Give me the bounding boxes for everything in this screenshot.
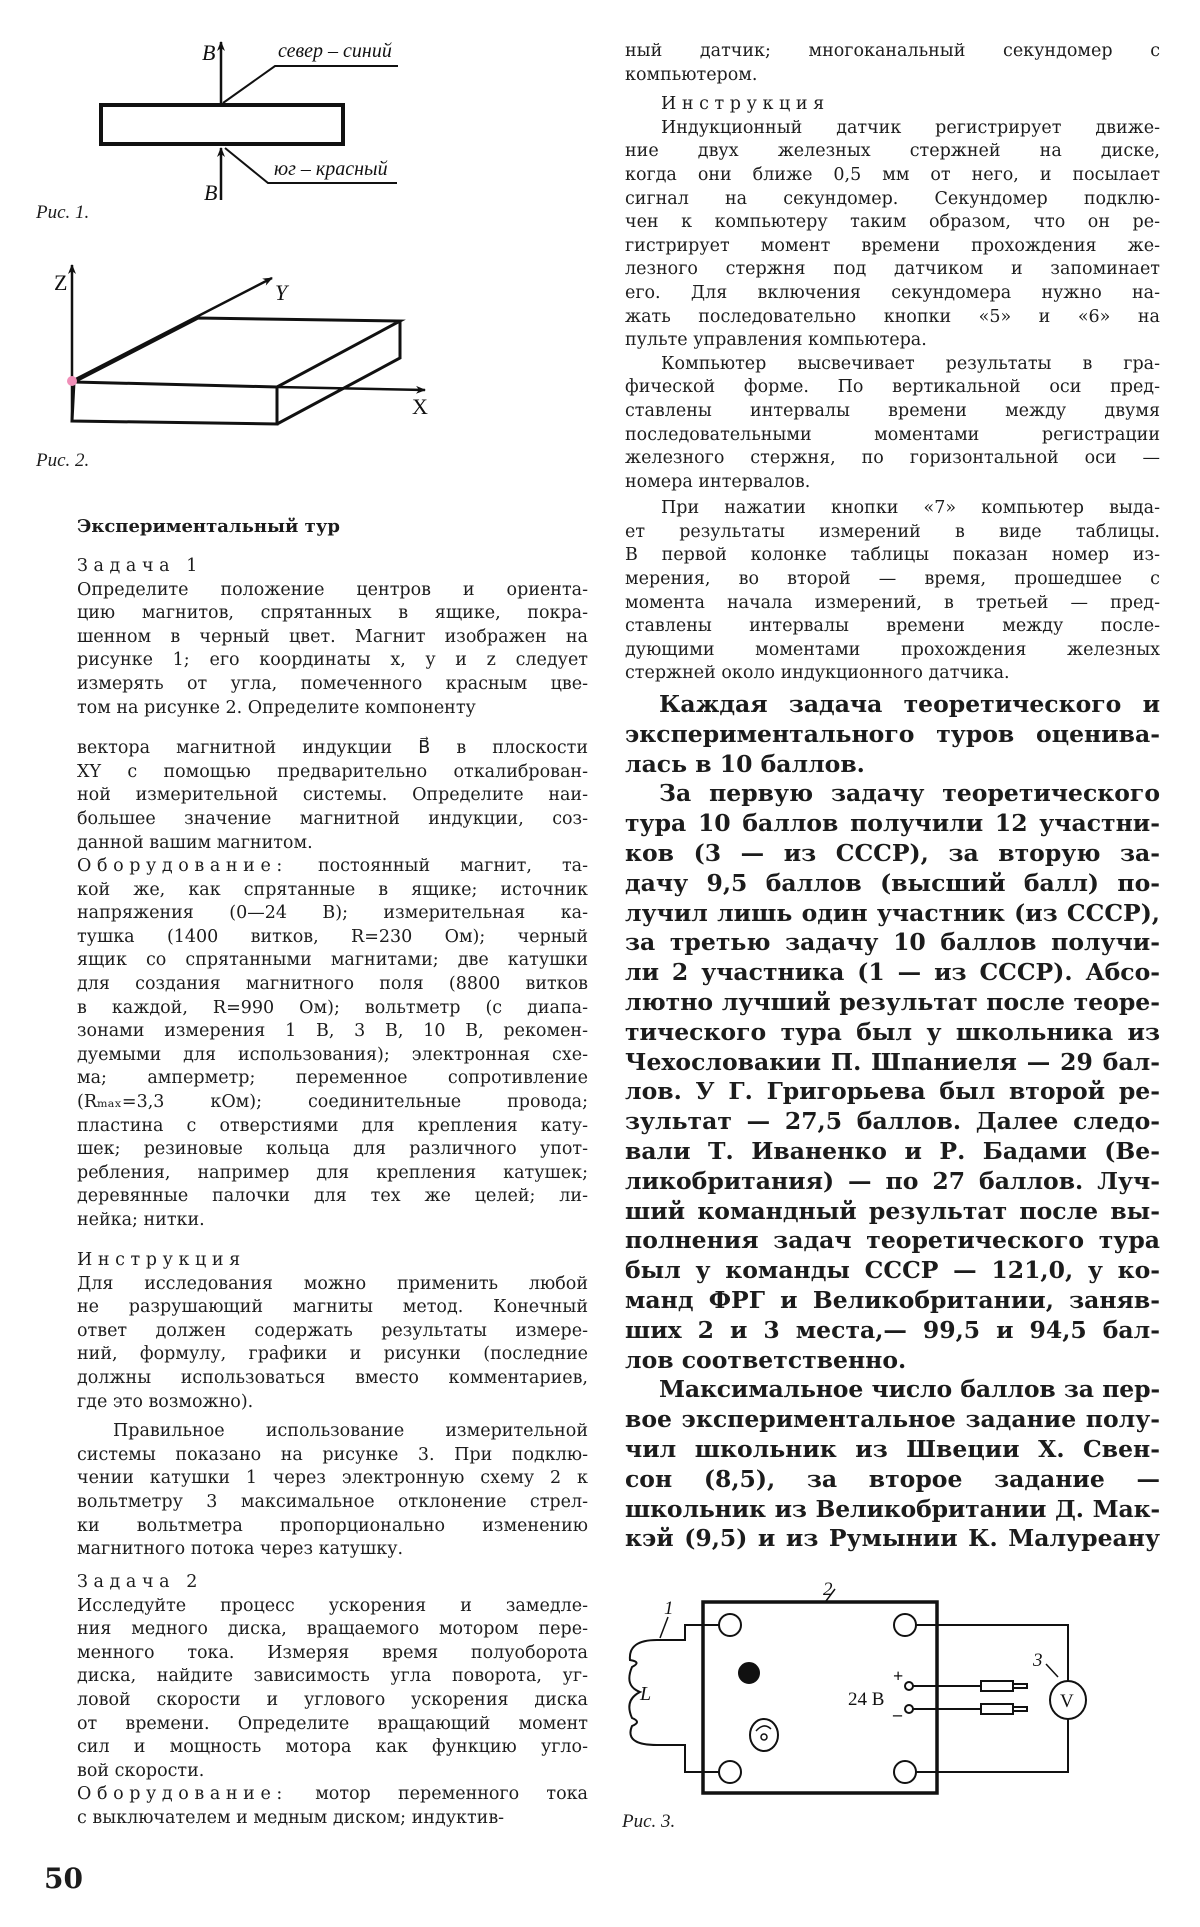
- text-line: ставлены интервалы времени между двумя: [625, 400, 1160, 421]
- text-line: том на рисунке 2. Определите компоненту: [77, 697, 476, 718]
- text-line: компьютером.: [625, 64, 758, 85]
- z-label: Z: [54, 270, 68, 295]
- task1-text-a: [77, 579, 588, 721]
- coil-label: L: [640, 1683, 652, 1705]
- text-line: ставлены интервалы времени между после-: [625, 616, 1160, 637]
- coil-wire-bottom: [657, 1745, 719, 1772]
- figure-1-caption: Рис. 1.: [36, 202, 90, 223]
- instruction-text: [77, 1273, 588, 1415]
- box-front-face: [72, 382, 277, 424]
- text-line: мерения, во второй — время, прошедшее с: [625, 569, 1160, 590]
- text-line: где это возможно).: [77, 1391, 254, 1412]
- voltmeter-wire-top: [916, 1625, 1068, 1681]
- task2-text: [77, 1595, 588, 1784]
- coil-wire-top: [657, 1625, 719, 1640]
- text-line: фической форме. По вертикальной оси пред-: [625, 377, 1160, 398]
- text-line: ящик со спрятанными магнитами; две катушки: [77, 950, 588, 971]
- equipment-label: Оборудование:: [77, 1784, 288, 1805]
- text-line: ний, формулу, графики и рисунки (последние: [77, 1344, 588, 1365]
- page-number: 50: [44, 1862, 83, 1895]
- text-line: для создания магнитного поля (8800 витков: [77, 974, 588, 995]
- text-line: вой скорости.: [77, 1760, 205, 1781]
- text-line: ответ должен содержать результаты измере-: [77, 1320, 588, 1341]
- plug-minus: [981, 1704, 1013, 1714]
- text-line: Определите положение центров и ориента-: [77, 579, 588, 600]
- text-line: цию магнитов, спрятанных в ящике, покра-: [77, 603, 588, 624]
- text-line: лов. У Г. Григорьева был второй ре-: [625, 1077, 1160, 1106]
- text-line: лезного стержня под датчиком и запоминает: [625, 259, 1160, 280]
- magnet-bar: [101, 105, 343, 144]
- text-line: лов соответственно.: [625, 1345, 907, 1374]
- text-line: манд ФРГ и Великобритании, заняв-: [625, 1285, 1160, 1314]
- text-line: лась в 10 баллов.: [625, 749, 865, 778]
- text-line: (Rₘₐₓ=3,3 кОм); соединительные провода;: [77, 1092, 588, 1113]
- text-line: ма; амперметр; переменное сопротивление: [77, 1068, 588, 1089]
- text-line: чил школьник из Швеции Х. Свен-: [625, 1434, 1160, 1463]
- figure-2-box: [54, 265, 428, 424]
- text-line: в каждой, R=990 Ом); вольтметр (с диапа-: [77, 997, 588, 1018]
- text-line: ков (3 — из СССР), за вторую за-: [625, 838, 1160, 867]
- text-line: экспериментального туров оценива-: [625, 719, 1160, 748]
- text-line: лучил лишь один участник (из СССР),: [625, 898, 1160, 927]
- label-1: 1: [664, 1598, 674, 1619]
- text-line: гистрирует момент времени прохождения же-: [625, 235, 1160, 256]
- equipment-continuation: [625, 40, 1160, 87]
- text-line: дачу 9,5 баллов (высший балл) по-: [625, 868, 1160, 897]
- text-line: тура 10 баллов получили 12 участни-: [625, 809, 1160, 838]
- left-column-instruction: [77, 1249, 588, 1562]
- text-line: Индукционный датчик регистрирует движе-: [661, 117, 1160, 138]
- text-line: ной измерительной системы. Определите наи-: [77, 785, 588, 806]
- south-label: юг – красный: [274, 158, 388, 180]
- max-score-paragraph: [625, 1375, 1160, 1554]
- text-line: тушка (1400 витков, R=230 Ом); черный: [77, 926, 588, 947]
- text-line: диска, найдите зависимость угла поворота, уг-: [77, 1666, 588, 1687]
- text-line: вали Т. Иваненко и Р. Бадами (Ве-: [625, 1136, 1160, 1165]
- box-top-face: [74, 318, 400, 387]
- minus-terminal: [905, 1705, 913, 1713]
- usage-text: [77, 1420, 588, 1562]
- text-line: зультат — 27,5 баллов. Далее следо-: [625, 1107, 1160, 1136]
- text-line: момента начала измерений, в третьей — пред-: [625, 592, 1160, 613]
- text-line: Чехословакии П. Шпаниеля — 29 бал-: [625, 1047, 1160, 1076]
- text-line: системы показано на рисунке 3. При подклю-: [77, 1444, 588, 1465]
- text-line: от времени. Определите вращающий момент: [77, 1713, 588, 1734]
- table-description: [625, 497, 1160, 686]
- figure-2-caption: Рис. 2.: [36, 450, 90, 471]
- equipment-label: Оборудование:: [77, 856, 288, 877]
- text-line: вое экспериментальное задание полу-: [625, 1405, 1160, 1434]
- terminal: [719, 1761, 741, 1783]
- box-right-face: [277, 321, 400, 424]
- text-line: лютно лучший результат после теоре-: [625, 987, 1160, 1016]
- scoring-paragraph: [625, 690, 1160, 779]
- text-line: стержней около индукционного датчика.: [625, 663, 1010, 684]
- text-line: Исследуйте процесс ускорения и замедле-: [77, 1595, 588, 1616]
- right-instruction-title: Инструкция: [661, 94, 830, 115]
- text-line: ребления, например для крепления катушек;: [77, 1162, 588, 1183]
- right-column-large: [625, 690, 1160, 1554]
- section-heading: Экспериментальный тур: [77, 516, 340, 537]
- text-line: Максимальное число баллов за пер-: [659, 1375, 1160, 1404]
- origin-marker: [67, 376, 77, 386]
- text-line: Компьютер высвечивает результаты в гра-: [661, 353, 1160, 374]
- pin-plus: [1013, 1684, 1027, 1688]
- text-line: напряжения (0—24 В); измерительная ка-: [77, 903, 588, 924]
- figure-3-caption: Рис. 3.: [622, 1811, 676, 1832]
- text-line: сил и мощность мотора как функцию угло-: [77, 1737, 588, 1758]
- task1-equipment: [77, 879, 588, 1233]
- text-line: За первую задачу теоретического: [659, 779, 1160, 808]
- text-line: В первой колонке таблицы показан номер из-: [625, 545, 1160, 566]
- b-label-top: B: [202, 40, 216, 65]
- left-column-task2: [77, 1571, 588, 1831]
- pin-minus: [1013, 1707, 1027, 1711]
- text-line: Каждая задача теоретического и: [659, 690, 1160, 718]
- text-line: ли 2 участника (1 — из СССР). Абсо-: [625, 958, 1160, 987]
- y-axis: [72, 278, 272, 381]
- minus-label: –: [893, 1704, 902, 1724]
- text-line: пульте управления компьютера.: [625, 330, 927, 351]
- label-3-leader: [1046, 1664, 1058, 1677]
- plus-label: +: [893, 1666, 904, 1686]
- text-line: сигнал на секундомер. Секундомер подклю-: [625, 188, 1160, 209]
- text-line: тического тура был у школьника из: [625, 1017, 1160, 1046]
- text-line: за третью задачу 10 баллов получи-: [625, 928, 1160, 957]
- terminal: [894, 1614, 916, 1636]
- plug-plus: [981, 1681, 1013, 1691]
- text-line: рисунке 1; его координаты x, y и z следует: [77, 650, 588, 671]
- knob-icon: [750, 1719, 778, 1751]
- text-line: вольтметру 3 максимальное отклонение стрел-: [77, 1491, 588, 1512]
- knob-arrow: [756, 1726, 771, 1731]
- results-paragraph: [625, 779, 1160, 1375]
- north-leader-line: [223, 66, 398, 103]
- label-3: 3: [1033, 1650, 1043, 1671]
- text-line: был у команды СССР — 121,0, у ко-: [625, 1256, 1160, 1285]
- text-line: Правильное использование измерительной: [113, 1421, 588, 1442]
- voltmeter-wire-bottom: [916, 1719, 1068, 1772]
- text-line: ния медного диска, вращаемого мотором пере-: [77, 1619, 588, 1640]
- text-line: жать последовательно кнопки «5» и «6» на: [625, 306, 1160, 327]
- text-line: дующими моментами прохождения железных: [625, 639, 1160, 660]
- figure-1-magnet: [101, 40, 398, 205]
- text-line: ших 2 и 3 места,— 99,5 и 94,5 бал-: [625, 1315, 1160, 1344]
- text-line: измерять от угла, помеченного красным цве-: [77, 673, 588, 694]
- text-line: пластина с отверстиями для крепления кату-: [77, 1115, 588, 1136]
- x-label: X: [412, 394, 428, 419]
- text-line: ший командный результат после вы-: [625, 1196, 1160, 1225]
- text-line: большее значение магнитной индукции, соз-: [77, 808, 588, 829]
- task2-equipment-first-line: [77, 1783, 588, 1807]
- text-line: менного тока. Измеряя время полуоборота: [77, 1642, 588, 1663]
- text-line: сон (8,5), за второе задание —: [625, 1464, 1160, 1493]
- text-line: ликобритания) — по 27 баллов. Луч-: [625, 1166, 1160, 1195]
- text-line: чен к компьютеру таким образом, что он ре-: [625, 212, 1160, 233]
- text-line: кой же, как спрятанные в ящике; источник: [77, 879, 588, 900]
- text-line: нейка; нитки.: [77, 1210, 205, 1231]
- x-axis: [277, 387, 425, 390]
- task2-title: Задача 2: [77, 1572, 204, 1592]
- voltage-label: 24 В: [848, 1689, 885, 1710]
- terminal: [719, 1614, 741, 1636]
- text-line: ки вольтметра пропорционально изменению: [77, 1515, 588, 1536]
- text-line: ние двух железных стержней на диске,: [625, 141, 1160, 162]
- plus-terminal: [905, 1682, 913, 1690]
- graph-description: [625, 353, 1160, 495]
- text-line: чении катушки 1 через электронную схему 2 к: [77, 1468, 588, 1489]
- label-2: 2: [823, 1579, 833, 1600]
- text-line: Для исследования можно применить любой: [77, 1273, 588, 1294]
- text-fragment: мотор переменного тока: [315, 1784, 588, 1805]
- text-line: кэй (9,5) и из Румынии К. Малуреану: [625, 1524, 1160, 1553]
- task2-equipment: [77, 1807, 588, 1831]
- text-line: дуемыми для использования); электронная схе-: [77, 1044, 588, 1065]
- text-line: ный датчик; многоканальный секундомер с: [625, 41, 1160, 61]
- text-line: школьник из Великобритании Д. Мак-: [625, 1494, 1160, 1523]
- text-line: магнитного потока через катушку.: [77, 1539, 404, 1560]
- text-line: вектора магнитной индукции B⃗ в плоскости: [77, 738, 588, 759]
- indicator-dot: [739, 1663, 759, 1683]
- task1-text-b: [77, 737, 588, 855]
- terminal: [894, 1761, 916, 1783]
- text-line: шек; резиновые кольца для различного упот-: [77, 1139, 588, 1160]
- text-line: железного стержня, по горизонтальной оси —: [625, 448, 1160, 469]
- text-line: должны использоваться вместо комментариев,: [77, 1367, 588, 1388]
- b-label-bottom: B: [204, 180, 218, 205]
- text-line: ет результаты измерений в виде таблицы.: [625, 521, 1160, 542]
- text-line: шенном в черный цвет. Магнит изображен на: [77, 626, 588, 647]
- text-fragment: постоянный магнит, та-: [317, 856, 588, 877]
- north-label: север – синий: [278, 40, 392, 62]
- figure-3-circuit: [629, 1579, 1086, 1793]
- text-line: номера интервалов.: [625, 471, 811, 492]
- text-line: XY с помощью предварительно откалиброван-: [77, 761, 588, 782]
- text-line: данной вашим магнитом.: [77, 832, 313, 853]
- text-line: когда они ближе 0,5 мм от него, и посылает: [625, 164, 1160, 185]
- knob-center: [761, 1734, 767, 1740]
- voltmeter-label: V: [1060, 1691, 1074, 1712]
- y-label: Y: [275, 280, 288, 305]
- label-1-leader: [660, 1617, 668, 1638]
- text-line: При нажатии кнопки «7» компьютер выда-: [661, 498, 1160, 519]
- task1-title: Задача 1: [77, 555, 204, 576]
- text-line: с выключателем и медным диском; индуктив-: [77, 1807, 505, 1828]
- text-line: ловой скорости и углового ускорения диска: [77, 1689, 588, 1710]
- text-line: его. Для включения секундомера нужно на-: [625, 282, 1160, 303]
- text-line: не разрушающий магниты метод. Конечный: [77, 1297, 588, 1318]
- sensor-instruction: [625, 117, 1160, 353]
- task1-equipment-first-line: [77, 855, 588, 879]
- left-column-top: [77, 515, 588, 1233]
- text-line: зонами измерения 1 В, 3 В, 10 В, рекомен-: [77, 1021, 588, 1042]
- text-line: полнения задач теоретического тура: [625, 1226, 1160, 1255]
- right-column-small: [625, 40, 1160, 686]
- instruction-title: Инструкция: [77, 1250, 246, 1270]
- text-line: деревянные палочки для тех же целей; ли-: [77, 1186, 588, 1207]
- text-line: последовательными моментами регистрации: [625, 424, 1160, 445]
